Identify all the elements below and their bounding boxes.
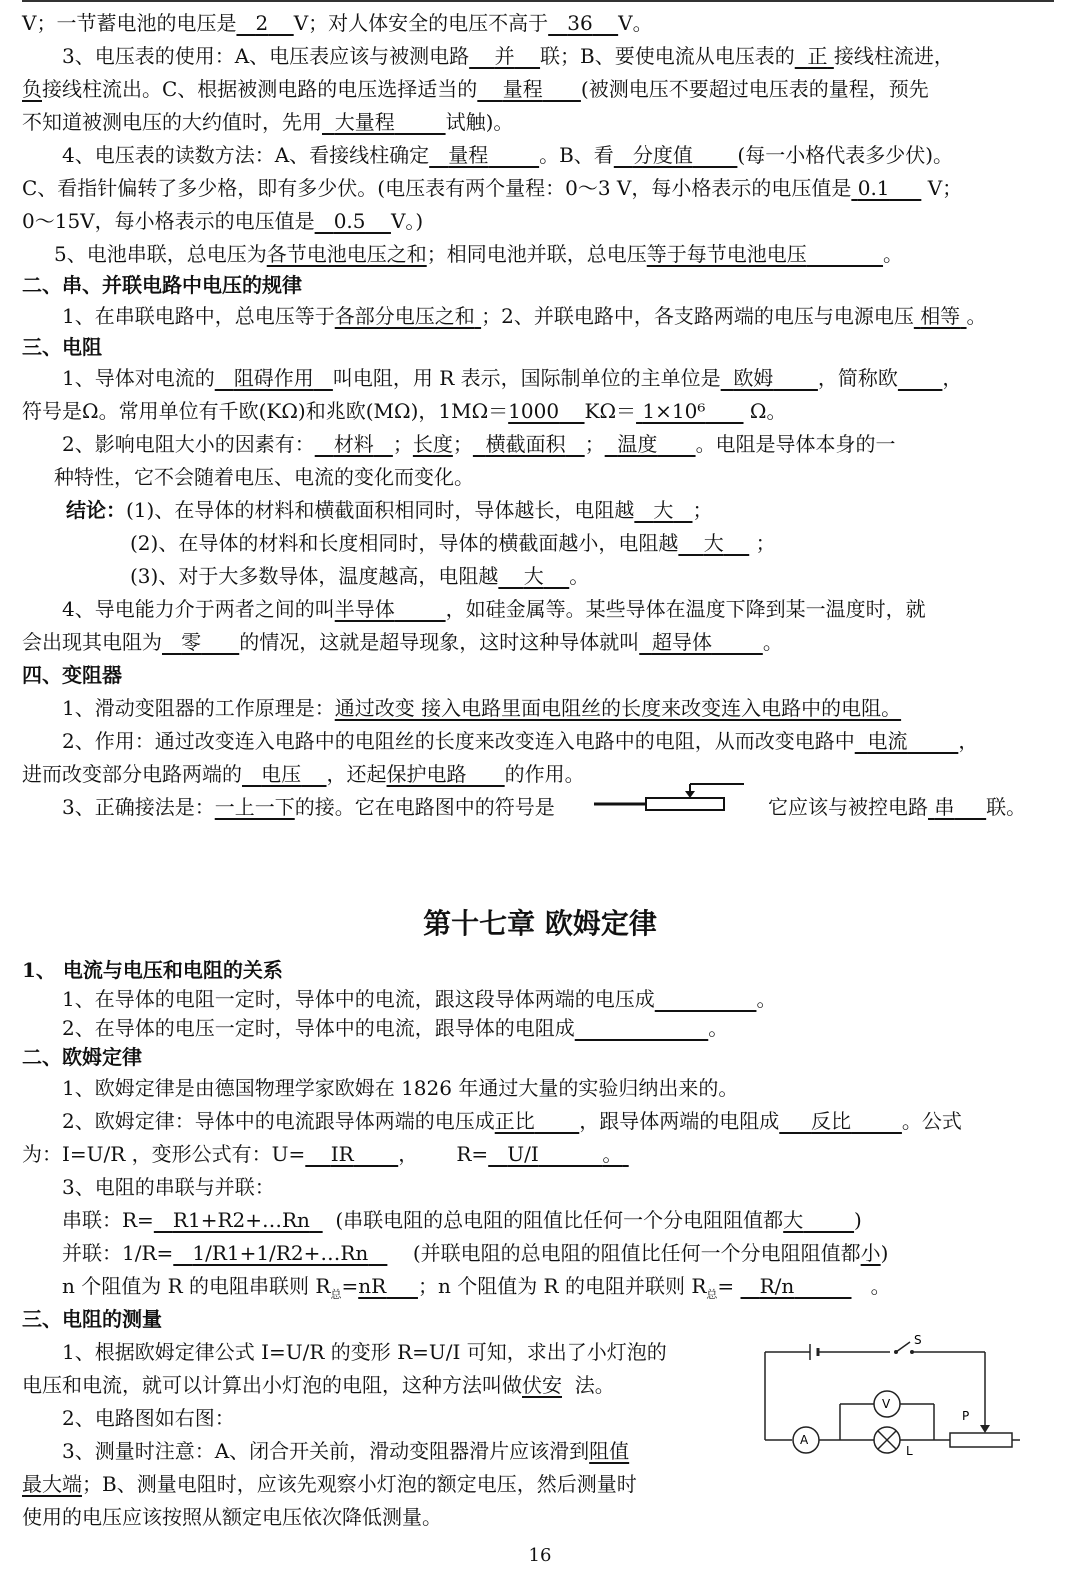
text-line: 4、电压表的读数方法：A、看接线柱确定 量程 。B、看 分度值 (每一小格代表多少伏)。	[62, 143, 954, 167]
text-line: 2、作用：通过改变连入电路中的电阻丝的长度来改变连入电路中的电阻，从而改变电路中 电流 ，	[62, 729, 979, 753]
text-line: 负接线柱流出。C、根据被测电路的电压选择适当的 量程 (被测电压不要超过电压表的量程，预先	[22, 77, 929, 101]
text-line: 结论：(1)、在导体的材料和横截面积相同时，导体越长，电阻越 大 ；	[66, 498, 713, 522]
rheostat	[950, 1433, 1012, 1447]
text-line: 它应该与被控电路 串 联。	[768, 795, 1027, 819]
voltmeter-label: V	[882, 1397, 891, 1411]
section-heading: 四、变阻器	[22, 663, 122, 687]
text-line: 符号是Ω。常用单位有千欧(KΩ)和兆欧(MΩ)，1MΩ＝1000 KΩ＝ 1×10⁶ Ω。	[22, 399, 787, 423]
text-line: V；一节蓄电池的电压是 2 V；对人体安全的电压不高于 36 V。	[22, 11, 653, 35]
text-line: (2)、在导体的材料和长度相同时，导体的横截面越小，电阻越 大 ；	[130, 531, 776, 555]
text-line: 使用的电压应该按照从额定电压依次降低测量。	[22, 1505, 442, 1529]
text-line: 1、根据欧姆定律公式 I=U/R 的变形 R=U/I 可知，求出了小灯泡的	[62, 1340, 667, 1364]
text-line: n 个阻值为 R 的电阻串联则 $R_总=nR$ ；n 个阻值为 R 的电阻并联则 $R_总=$ R/n 。	[62, 1274, 891, 1301]
text-line: 2、欧姆定律：导体中的电流跟导体两端的电压成正比 ，跟导体两端的电阻成 反比 。公式	[62, 1109, 962, 1133]
text-line: 1、导体对电流的 阻碍作用 叫电阻，用 R 表示，国际制单位的主单位是 欧姆 ，简称欧 ，	[62, 366, 963, 390]
section-heading: 二、欧姆定律	[22, 1045, 142, 1069]
text-line: 1、欧姆定律是由德国物理学家欧姆在 1826 年通过大量的实验归纳出来的。	[62, 1076, 739, 1100]
text-line: 不知道被测电压的大约值时，先用 大量程 试触)。	[22, 110, 514, 134]
section-heading: 三、电阻	[22, 335, 102, 359]
section-heading: 1、 电流与电压和电阻的关系	[22, 958, 283, 982]
text-line: 3、正确接法是：一上一下的接。它在电路图中的符号是	[62, 795, 555, 819]
text-line: 最大端；B、测量电阻时，应该先观察小灯泡的额定电压，然后测量时	[22, 1472, 637, 1496]
text-line: 5、电池串联，总电压为各节电池电压之和；相同电池并联，总电压等于每节电池电压 。	[54, 242, 904, 266]
text-line: 2、影响电阻大小的因素有： 材料 ；长度； 横截面积 ； 温度 。电阻是导体本身的一	[62, 432, 896, 456]
text-line: 2、电路图如右图：	[62, 1406, 235, 1430]
text-line: 种特性，它不会随着电压、电流的变化而变化。	[54, 465, 474, 489]
chapter-title: 第十七章 欧姆定律	[423, 907, 657, 940]
switch-blade	[896, 1342, 910, 1352]
text-line: 进而改变部分电路两端的 电压 ，还起保护电路 的作用。	[22, 762, 585, 786]
circuit-diagram	[750, 1330, 1040, 1470]
text-line: 为：I=U/R ，变形公式有：U= IR ， R= U/I 。	[22, 1142, 623, 1166]
text-line: 1、滑动变阻器的工作原理是：通过改变 接入电路里面电阻丝的长度来改变连入电路中的电阻。	[62, 696, 902, 720]
text-line: 3、测量时注意：A、闭合开关前，滑动变阻器滑片应该滑到阻值	[62, 1439, 630, 1463]
text-line: C、看指针偏转了多少格，即有多少伏。(电压表有两个量程：0～3 V，每小格表示的电压值是 0.1 V；	[22, 176, 963, 200]
text-line: 3、电压表的使用：A、电压表应该与被测电路 并 联；B、要使电流从电压表的 正 接线柱流进，	[62, 44, 954, 68]
rheostat-symbol	[592, 778, 752, 818]
text-line: 1、在导体的电阻一定时，导体中的电流，跟这段导体两端的电压成 。	[62, 987, 777, 1011]
text-line: 2、在导体的电压一定时，导体中的电流，跟导体的电阻成 。	[62, 1016, 729, 1040]
top-rule	[22, 0, 1054, 2]
text-line: 会出现其电阻为 零 的情况，这就是超导现象，这时这种导体就叫 超导体 。	[22, 630, 783, 654]
lamp-label: L	[906, 1444, 913, 1458]
text-line: 1、在串联电路中，总电压等于各部分电压之和 ；2、并联电路中，各支路两端的电压与电源电压 相等 。	[62, 304, 987, 328]
text-line: 4、导电能力介于两者之间的叫半导体 ，如硅金属等。某些导体在温度下降到某一温度时，就	[62, 597, 926, 621]
section-heading: 三、电阻的测量	[22, 1307, 162, 1331]
text-line: 0～15V，每小格表示的电压值是 0.5 V。)	[22, 209, 424, 233]
text-line: (3)、对于大多数导体，温度越高，电阻越 大 。	[130, 564, 590, 588]
section-heading: 二、串、并联电路中电压的规律	[22, 273, 302, 297]
switch-label: S	[914, 1333, 922, 1347]
text-line: 3、电阻的串联与并联：	[62, 1175, 275, 1199]
text-line: 串联：R= R1+R2+…Rn (串联电阻的总电阻的阻值比任何一个分电阻阻值都大 )	[62, 1208, 862, 1232]
ammeter-label: A	[800, 1433, 809, 1447]
page-number: 16	[528, 1545, 552, 1566]
text-line: 并联：1/R= 1/R1+1/R2+…Rn (并联电阻的总电阻的阻值比任何一个分电阻阻值都小)	[62, 1241, 889, 1265]
slider-label: P	[962, 1409, 970, 1423]
text-line: 电压和电流，就可以计算出小灯泡的电阻，这种方法叫做伏安 法。	[22, 1373, 615, 1397]
